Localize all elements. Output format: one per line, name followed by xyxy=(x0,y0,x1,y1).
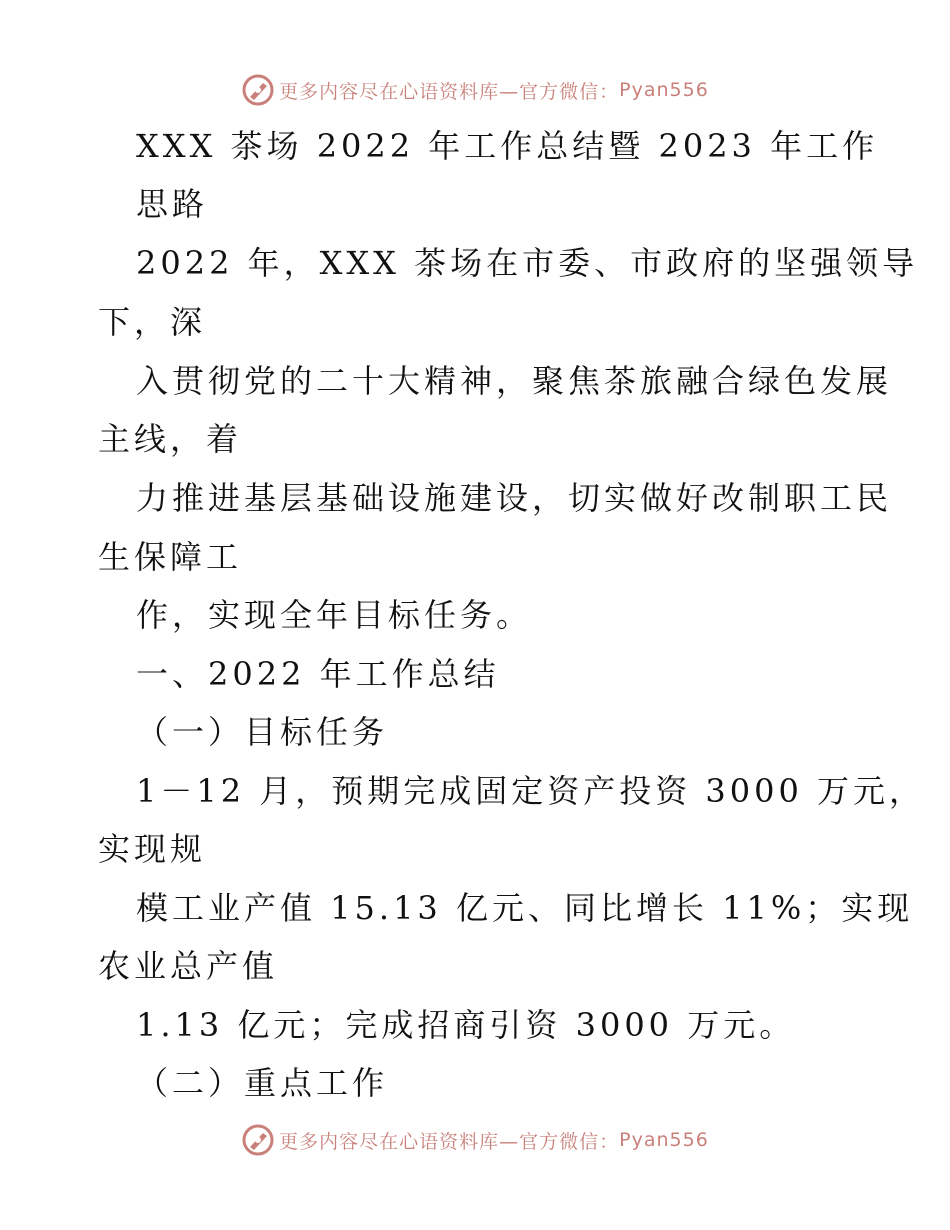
pen-logo-icon xyxy=(241,1123,275,1157)
paragraph-line: 2022 年，XXX 茶场在市委、市政府的坚强领导 xyxy=(136,244,919,282)
watermark-banner-bottom xyxy=(0,1120,950,1160)
document-title-line-2: 思路 xyxy=(136,185,209,223)
document-title-line-1: XXX 茶场 2022 年工作总结暨 2023 年工作 xyxy=(136,127,879,165)
paragraph-line: 主线，着 xyxy=(98,420,243,458)
paragraph-line: 入贯彻党的二十大精神，聚焦茶旅融合绿色发展 xyxy=(136,362,893,400)
paragraph-line: 力推进基层基础设施建设，切实做好改制职工民 xyxy=(136,479,893,517)
pen-logo-icon xyxy=(241,73,275,107)
paragraph-line: 生保障工 xyxy=(98,538,243,576)
paragraph-line: 下，深 xyxy=(98,303,207,341)
watermark-text: 更多内容尽在心语资料库—官方微信： xyxy=(279,80,620,103)
paragraph-line: 模工业产值 15.13 亿元、同比增长 11%；实现 xyxy=(136,889,914,927)
watermark-text: 更多内容尽在心语资料库—官方微信： xyxy=(279,1130,620,1153)
section-heading: 一、2022 年工作总结 xyxy=(136,655,500,693)
subsection-heading: （二）重点工作 xyxy=(136,1064,389,1102)
paragraph-line: 农业总产值 xyxy=(98,947,279,985)
subsection-heading: （一）目标任务 xyxy=(136,713,389,751)
watermark-wechat-id: Pyan556 xyxy=(619,1129,709,1151)
paragraph-line: 1.13 亿元；完成招商引资 3000 万元。 xyxy=(136,1006,796,1044)
paragraph-line: 实现规 xyxy=(98,830,207,868)
paragraph-line: 作，实现全年目标任务。 xyxy=(136,596,533,634)
watermark-banner-top xyxy=(0,70,950,110)
watermark-wechat-id: Pyan556 xyxy=(619,79,709,101)
paragraph-line: 1－12 月，预期完成固定资产投资 3000 万元， xyxy=(136,772,926,810)
